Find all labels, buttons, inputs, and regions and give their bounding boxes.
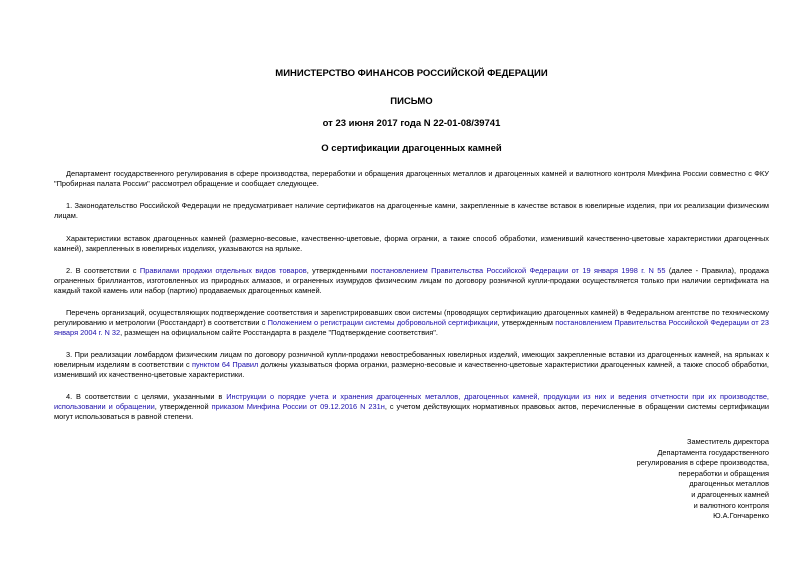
link-government-decree-55[interactable]: постановлением Правительства Российской Федерации от 19 января 1998 г. N 55 xyxy=(370,266,666,275)
paragraph-2-organizations xyxy=(54,308,769,338)
paragraph-2 xyxy=(54,266,769,296)
signature-line: и драгоценных камней xyxy=(691,489,769,499)
paragraph-1-characteristics: Характеристики вставок драгоценных камней (размерно-весовые, качественно-цветовые, форма огранки, а также способ обработки, изменивший качественно-цветовые характеристики драгоценных камней), закрепленных в ювелирных изделиях, указываются на ярлыке. xyxy=(54,234,769,253)
paragraph-orgs-text-a: Перечень организаций, осуществляющих подтверждение соответствия и зарегистрировавших свои системы (проводящих сертификацию драгоценных камней) в Федеральном агентстве по техническому регулированию и метрологии (Росстандарт) в соответствии с xyxy=(54,308,769,327)
paragraph-orgs-text-c: , размещен на официальном сайте Росстандарта в разделе "Подтверждение соответствия". xyxy=(120,328,438,337)
ministry-title: МИНИСТЕРСТВО ФИНАНСОВ РОССИЙСКОЙ ФЕДЕРАЦИИ xyxy=(275,68,548,79)
document-date-number: от 23 июня 2017 года N 22-01-08/39741 xyxy=(322,118,501,129)
signature-line: Заместитель директора xyxy=(687,437,769,446)
document-body xyxy=(54,169,769,422)
link-rules-item-64[interactable]: пунктом 64 Правил xyxy=(191,360,259,369)
paragraph-2-text-b: , утвержденными xyxy=(306,266,371,275)
signature-line: регулирования в сфере производства, xyxy=(636,458,769,468)
paragraph-intro: Департамент государственного регулирования в сфере производства, переработки и обращения драгоценных металлов и драгоценных камней и валютного контроля Минфина России совместно с ФКУ "Пробирная палата России" рассмотрел обращение и сообщает следующее. xyxy=(54,169,769,188)
link-certification-regulation[interactable]: Положением о регистрации системы добровольной сертификации xyxy=(267,318,498,327)
paragraph-3-text-a: 3. При реализации ломбардом физическим лицам по договору розничной купли-продажи невостребованных ювелирных изделий, имеющих закрепленные вставки из драгоценных камней, на ярлыках к ювелирным изделиям в соответствии с xyxy=(54,350,769,369)
link-minfin-order-231n[interactable]: приказом Минфина России от 09.12.2016 N 231н xyxy=(211,402,385,411)
paragraph-4-text-c: , с учетом действующих нормативных правовых актов, перечисленные в обращении системы сертификации могут использоваться в равной степени. xyxy=(54,402,770,421)
paragraph-4-text-a: 4. В соответствии с целями, указанными в xyxy=(66,392,227,401)
paragraph-orgs-text-b: , утвержденным xyxy=(497,318,556,327)
signature-line: переработки и обращения xyxy=(678,468,769,478)
signature-line: и валютного контроля xyxy=(693,500,769,510)
paragraph-3-text-b: должны указываться форма огранки, размерно-весовые и качественно-цветовые характеристики драгоценных камней, а также способ обработки, изменивший их качественно-цветовые характеристики. xyxy=(54,360,769,379)
link-accounting-instruction[interactable]: Инструкции о порядке учета и хранения драгоценных металлов, драгоценных камней, продукции из них и ведения отчетности при их производстве, использовании и обращении xyxy=(54,392,769,411)
signature-line: Департамента государственного xyxy=(657,447,769,457)
paragraph-1: 1. Законодательство Российской Федерации не предусматривает наличие сертификатов на драгоценные камни, закрепленные в качестве вставок в ювелирные изделия, при их реализации физическим лицам. xyxy=(54,201,769,220)
paragraph-2-text-c: (далее - Правила), продажа ограненных бриллиантов, изготовленных из природных алмазов, и ограненных изумрудов физическим лицам по договору розничной купли-продажи осуществляется только при наличии сертификата на каждый такой камень или набор (партию) продаваемых драгоценных камней. xyxy=(54,266,770,295)
paragraph-3 xyxy=(54,350,769,380)
signature-block xyxy=(637,437,769,522)
link-sale-rules[interactable]: Правилами продажи отдельных видов товаров xyxy=(139,266,307,275)
document-subject: О сертификации драгоценных камней xyxy=(321,143,502,154)
document-type: ПИСЬМО xyxy=(390,96,433,107)
link-government-decree-32[interactable]: постановлением Правительства Российской Федерации от 23 января 2004 г. N 32 xyxy=(54,318,770,337)
signatory-name: Ю.А.Гончаренко xyxy=(713,511,769,521)
signature-line: драгоценных металлов xyxy=(689,479,769,489)
paragraph-4-text-b: , утвержденной xyxy=(154,402,212,411)
paragraph-4 xyxy=(54,392,769,422)
paragraph-2-text-a: 2. В соответствии с xyxy=(66,266,140,275)
